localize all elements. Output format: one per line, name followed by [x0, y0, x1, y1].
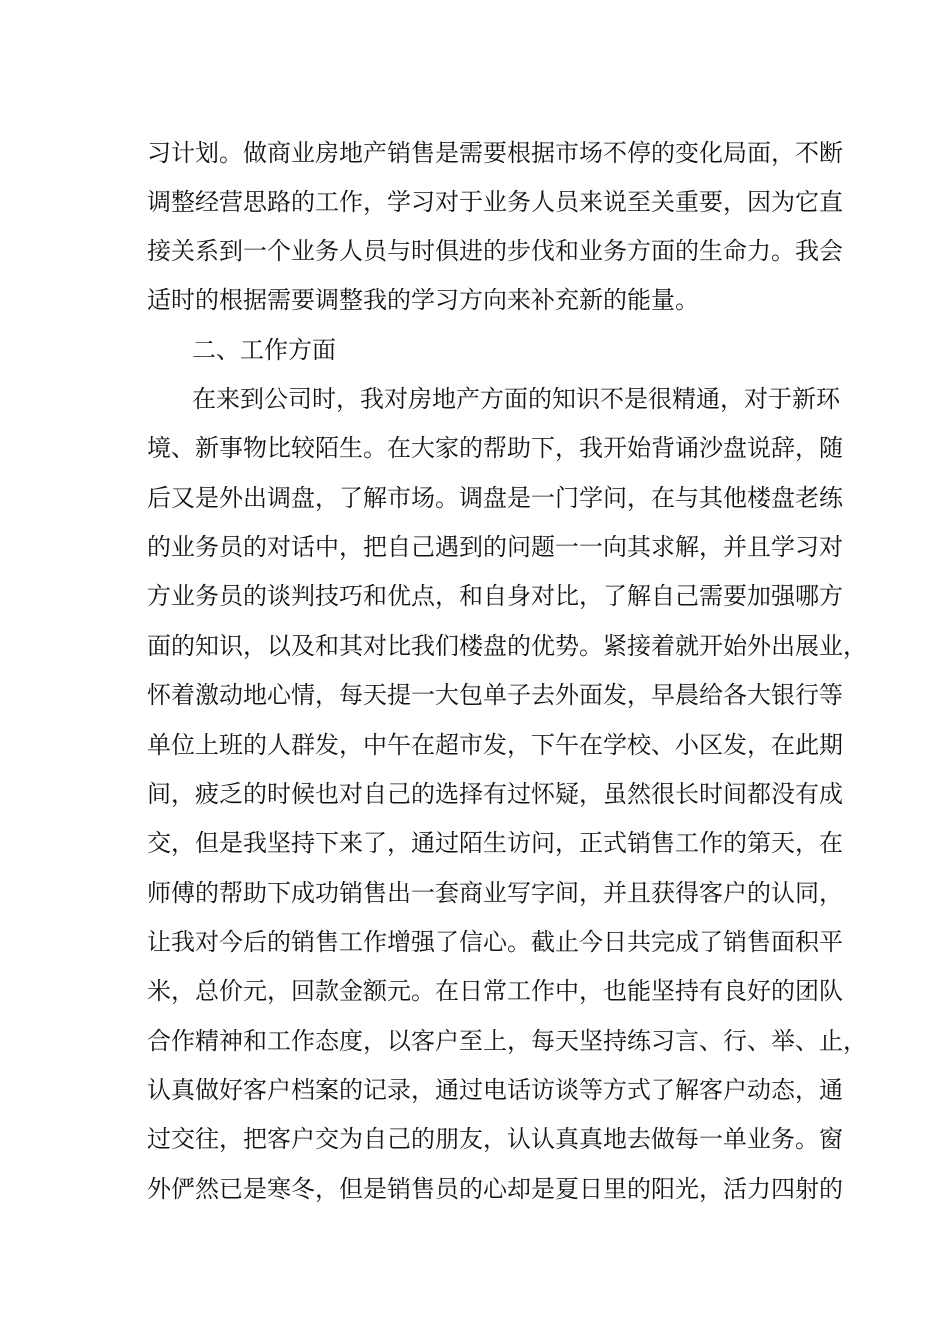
paragraph-line: 过交往，把客户交为自己的朋友，认认真真地去做每一单业务。窗 [147, 1125, 843, 1153]
paragraph-line: 怀着激动地心情，每天提一大包单子去外面发，早晨给各大银行等 [147, 681, 843, 709]
paragraph-line: 让我对今后的销售工作增强了信心。截止今日共完成了销售面积平 [147, 928, 843, 956]
paragraph-line: 调整经营思路的工作，学习对于业务人员来说至关重要，因为它直 [147, 188, 843, 216]
paragraph-line: 习计划。做商业房地产销售是需要根据市场不停的变化局面，不断 [147, 139, 843, 167]
paragraph-line: 境、新事物比较陌生。在大家的帮助下，我开始背诵沙盘说辞，随 [147, 434, 843, 462]
paragraph-line: 的业务员的对话中，把自己遇到的问题一一向其求解，并且学习对 [147, 533, 843, 561]
paragraph-line: 米，总价元，回款金额元。在日常工作中，也能坚持有良好的团队 [147, 977, 843, 1005]
paragraph-line: 认真做好客户档案的记录，通过电话访谈等方式了解客户动态，通 [147, 1076, 843, 1104]
paragraph-line: 适时的根据需要调整我的学习方向来补充新的能量。 [147, 286, 699, 314]
paragraph-line: 在来到公司时，我对房地产方面的知识不是很精通，对于新环 [192, 385, 840, 413]
paragraph-line: 方业务员的谈判技巧和优点，和自身对比，了解自己需要加强哪方 [147, 582, 843, 610]
section-heading: 二、工作方面 [192, 336, 336, 364]
paragraph-line: 后又是外出调盘，了解市场。调盘是一门学问，在与其他楼盘老练 [147, 484, 843, 512]
paragraph-line: 师傅的帮助下成功销售出一套商业写字间，并且获得客户的认同， [147, 879, 843, 907]
paragraph-line: 交，但是我坚持下来了，通过陌生访问，正式销售工作的第天，在 [147, 829, 843, 857]
paragraph-line: 外俨然已是寒冬，但是销售员的心却是夏日里的阳光，活力四射的 [147, 1175, 843, 1203]
paragraph-line: 间，疲乏的时候也对自己的选择有过怀疑，虽然很长时间都没有成 [147, 780, 843, 808]
paragraph-line: 单位上班的人群发，中午在超市发，下午在学校、小区发，在此期 [147, 731, 843, 759]
paragraph-line: 合作精神和工作态度，以客户至上，每天坚持练习言、行、举、止， [147, 1027, 867, 1055]
paragraph-line: 面的知识，以及和其对比我们楼盘的优势。紧接着就开始外出展业， [147, 632, 867, 660]
paragraph-line: 接关系到一个业务人员与时俱进的步伐和业务方面的生命力。我会 [147, 237, 843, 265]
